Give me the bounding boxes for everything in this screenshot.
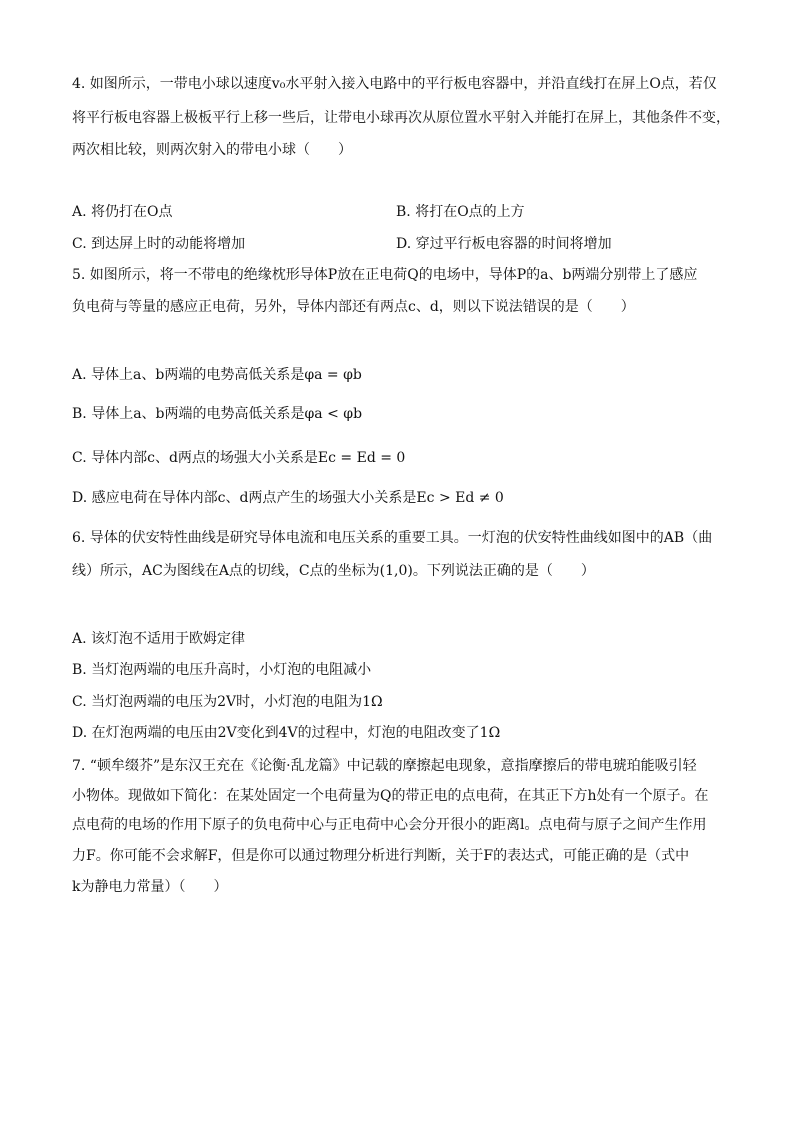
q4-line-2: 将平行板电容器上极板平行上移一些后，让带电小球再次从原位置水平射入并能打在屏上，其他条件不变， [72,110,730,126]
q7-line-1: 7. “顿牟缀芥”是东汉王充在《论衡·乱龙篇》中记载的摩擦起电现象，意指摩擦后的带电琥珀能吸引轻 [72,758,697,774]
q4-option-a: A. 将仍打在O点 [72,204,173,220]
q4-option-b: B. 将打在O点的上方 [396,204,525,220]
q5-option-a: A. 导体上a、b两端的电势高低关系是φa = φb [72,367,362,383]
q7-line-3: 点电荷的电场的作用下原子的负电荷中心与正电荷中心会分开很小的距离l。点电荷与原子之间产生作用 [72,817,707,833]
q6-option-a: A. 该灯泡不适用于欧姆定律 [72,631,246,647]
q6-option-c: C. 当灯泡两端的电压为2V时，小灯泡的电阻为1Ω [72,694,383,710]
q4-line-1: 4. 如图所示，一带电小球以速度v₀水平射入接入电路中的平行板电容器中，并沿直线打在屏上O点，若仅 [72,76,717,92]
q5-option-b: B. 导体上a、b两端的电势高低关系是φa < φb [72,406,363,422]
q5-line-1: 5. 如图所示，将一不带电的绝缘枕形导体P放在正电荷Q的电场中，导体P的a、b两端分别带上了感应 [72,267,698,283]
q4-line-3: 两次相比较，则两次射入的带电小球（ ） [72,142,352,158]
q7-line-4: 力F。你可能不会求解F，但是你可以通过物理分析进行判断，关于F的表达式，可能正确的是（式中 [72,848,690,864]
q7-line-2: 小物体。现做如下简化：在某处固定一个电荷量为Q的带正电的点电荷，在其正下方h处有一个原子。在 [72,788,709,804]
q7-line-5: k为静电力常量）（ ） [72,879,228,895]
q5-option-c: C. 导体内部c、d两点的场强大小关系是Ec = Ed = 0 [72,450,406,466]
q5-line-2: 负电荷与等量的感应正电荷，另外，导体内部还有两点c、d，则以下说法错误的是（ ） [72,299,635,315]
q4-option-c: C. 到达屏上时的动能将增加 [72,236,246,252]
q6-line-2: 线）所示，AC为图线在A点的切线，C点的坐标为(1,0)。下列说法正确的是（ ） [72,563,595,579]
q5-option-d: D. 感应电荷在导体内部c、d两点产生的场强大小关系是Ec > Ed ≠ 0 [72,490,504,506]
q6-option-d: D. 在灯泡两端的电压由2V变化到4V的过程中，灯泡的电阻改变了1Ω [72,725,501,741]
q4-option-d: D. 穿过平行板电容器的时间将增加 [396,236,612,252]
q6-line-1: 6. 导体的伏安特性曲线是研究导体电流和电压关系的重要工具。一灯泡的伏安特性曲线如图中的AB（曲 [72,530,713,546]
q6-option-b: B. 当灯泡两端的电压升高时，小灯泡的电阻减小 [72,662,372,678]
